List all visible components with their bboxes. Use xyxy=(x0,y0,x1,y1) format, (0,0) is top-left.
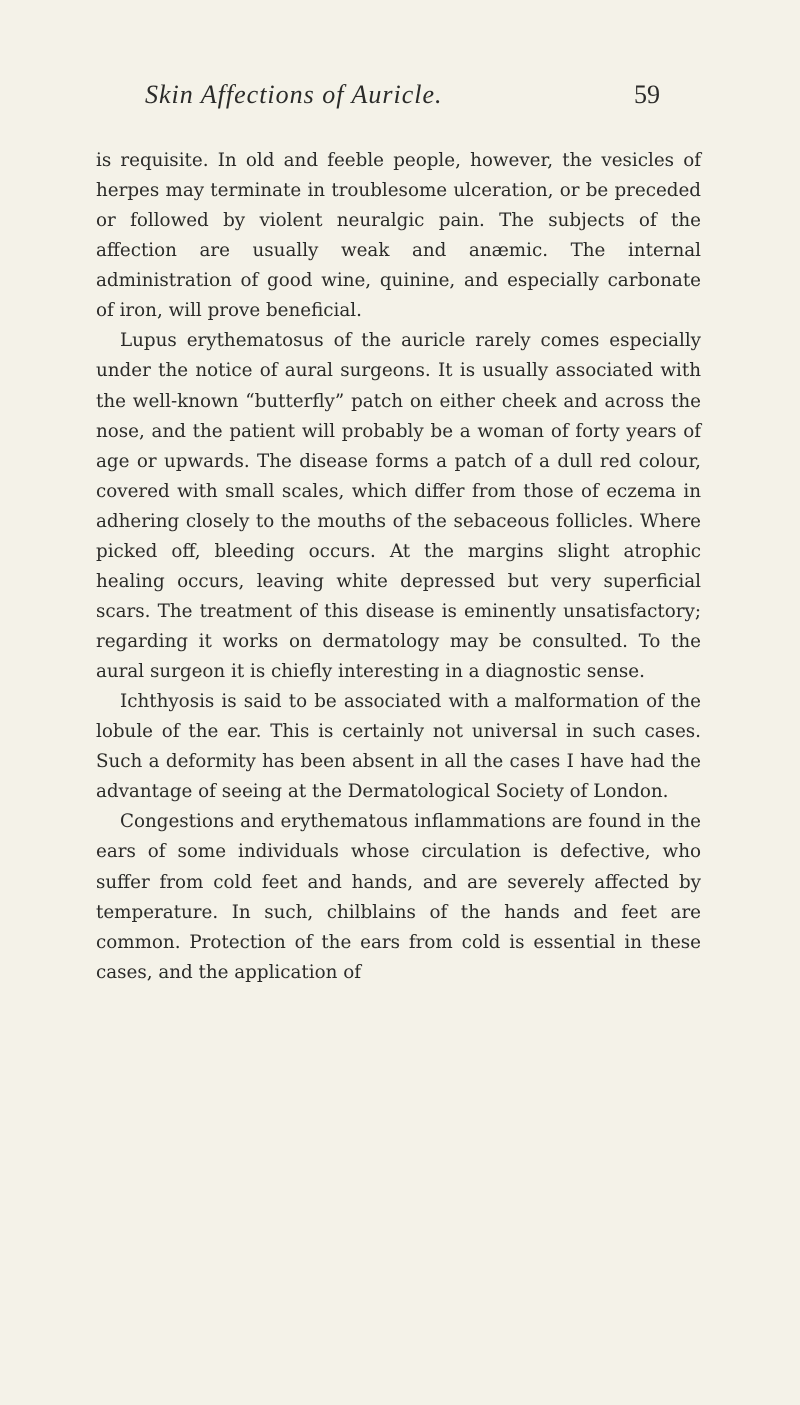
paragraph-herpes-continuation: is requisite. In old and feeble people, however, the vesicles of herpes may terminate in troublesome ulceration, or be preceded or followed by violent neuralgic pain. The subjects of the affection are usually weak and anæmic. The internal administration of good wine, quinine, and especially carbonate of iron, will prove beneficial. xyxy=(96,150,701,322)
running-header xyxy=(145,80,660,120)
paragraph-lupus: Lupus erythematosus of the auricle rarely comes especially under the notice of aural surgeons. It is usually associated with the well-known “butterfly” patch on either cheek and across the nose, and the patient will probably be a woman of forty years of age or upwards. The disease forms a patch of a dull red colour, covered with small scales, which differ from those of eczema in adhering closely to the mouths of the sebaceous follicles. Where picked off, bleeding occurs. At the margins slight atrophic healing occurs, leaving white depressed but very superficial scars. The treatment of this disease is eminently unsatisfactory; regarding it works on dermatology may be consulted. To the aural surgeon it is chiefly interesting in a diagnostic sense. xyxy=(96,330,701,683)
page-number: 59 xyxy=(634,80,660,109)
chapter-title: Skin Affections of Auricle. xyxy=(145,80,443,109)
paragraph-ichthyosis: Ichthyosis is said to be associated with a malformation of the lobule of the ear. This is certainly not universal in such cases. Such a deformity has been absent in all the cases I have had the advantage of seeing at the Dermatological Society of London. xyxy=(96,691,701,803)
body-text xyxy=(96,146,701,988)
paragraph-congestions: Congestions and erythematous inflammations are found in the ears of some individuals whose circulation is defective, who suffer from cold feet and hands, and are severely affected by temperature. In such, chilblains of the hands and feet are common. Protection of the ears from cold is essential in these cases, and the application of xyxy=(96,811,701,983)
